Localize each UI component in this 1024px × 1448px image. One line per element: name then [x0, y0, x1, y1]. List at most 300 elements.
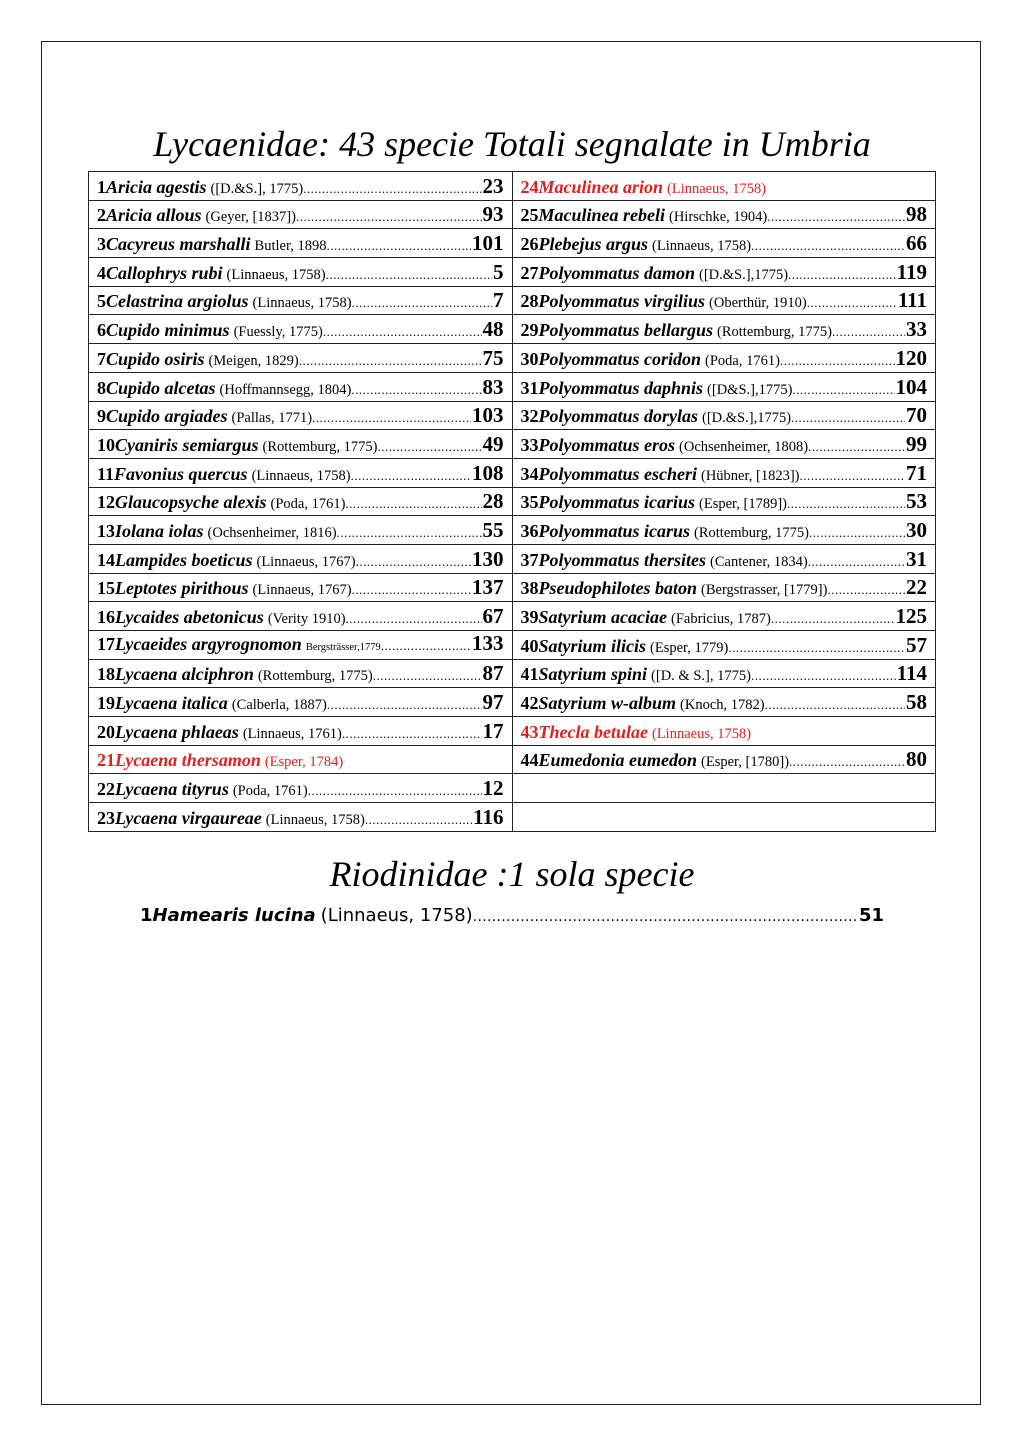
species-cell — [512, 315, 936, 344]
leader-dots — [787, 493, 905, 515]
leader-dots — [356, 551, 471, 573]
species-count: 103 — [472, 403, 504, 428]
species-name: Celastrina argiolus — [106, 291, 249, 312]
species-count: 55 — [482, 517, 504, 542]
species-cell — [512, 229, 936, 258]
species-name: Maculinea arion — [538, 176, 664, 197]
species-author: (Linnaeus, 1758) — [652, 238, 752, 255]
species-author: (Calberla, 1887) — [231, 697, 327, 714]
species-entry — [97, 318, 504, 343]
leader-dots — [299, 350, 482, 372]
riodinidae-heading: Riodinidae :1 sola specie — [329, 854, 695, 894]
species-cell — [512, 172, 936, 201]
species-name: Plebejus argus — [538, 234, 649, 255]
species-name: Cupido osiris — [106, 348, 205, 369]
species-author: (Rottemburg, 1775) — [694, 524, 809, 541]
species-count: 83 — [482, 374, 504, 399]
table-row — [89, 573, 936, 602]
species-cell — [512, 258, 936, 287]
species-name: Cupido minimus — [106, 320, 230, 341]
species-cell — [512, 200, 936, 229]
species-count: 5 — [493, 259, 504, 284]
species-name: Favonius quercus — [114, 463, 248, 484]
species-count: 97 — [482, 690, 504, 715]
species-entry — [521, 376, 928, 401]
species-count: 99 — [906, 431, 927, 456]
species-entry — [521, 634, 928, 659]
leader-dots — [751, 665, 896, 687]
species-entry — [521, 490, 928, 515]
species-entry — [97, 749, 504, 773]
table-row — [89, 487, 936, 516]
species-cell — [89, 372, 513, 401]
species-number: 33 — [520, 434, 539, 455]
species-name: Cacyreus marshalli — [106, 234, 251, 255]
species-entry — [97, 175, 504, 200]
species-number: 23 — [97, 807, 115, 828]
leader-dots — [308, 780, 482, 802]
species-count: 23 — [482, 173, 504, 198]
species-entry — [97, 404, 504, 429]
species-cell — [89, 258, 513, 287]
species-cell — [512, 372, 936, 401]
species-number: 43 — [520, 721, 539, 742]
species-count: 7 — [493, 288, 504, 313]
species-entry — [521, 433, 928, 458]
species-entry — [97, 806, 504, 831]
species-cell — [512, 401, 936, 430]
species-name: Satyrium w-album — [538, 693, 677, 714]
species-entry — [521, 404, 928, 429]
species-number: 13 — [97, 520, 115, 541]
species-cell — [89, 544, 513, 573]
species-author: (Fabricius, 1787) — [671, 611, 771, 627]
species-author: (Verity 1910) — [267, 611, 346, 627]
species-number: 26 — [520, 234, 539, 255]
species-cell — [512, 774, 936, 803]
species-author: Bergsträsser,1779 — [305, 641, 381, 653]
species-entry — [97, 632, 504, 659]
species-count: 58 — [906, 690, 927, 715]
leader-dots — [799, 465, 905, 487]
species-name: Satyrium ilicis — [538, 635, 647, 656]
species-author: (Knoch, 1782) — [680, 697, 765, 714]
species-author: (Linnaeus, 1758) — [320, 905, 473, 926]
species-number: 34 — [520, 463, 539, 484]
species-number: 41 — [520, 664, 539, 685]
leader-dots — [827, 579, 905, 601]
species-author: (Rottemburg, 1775) — [262, 438, 378, 455]
species-count: 119 — [896, 259, 927, 284]
species-number: 40 — [520, 635, 539, 656]
species-number: 11 — [97, 463, 115, 484]
species-author: (Linnaeus, 1761) — [242, 725, 342, 742]
species-entry — [97, 519, 504, 544]
species-entry — [97, 347, 504, 372]
table-row — [89, 258, 936, 287]
species-count: 33 — [906, 317, 927, 342]
species-cell — [512, 487, 936, 516]
species-number: 8 — [97, 377, 106, 398]
leader-dots — [780, 350, 895, 372]
species-entry — [521, 462, 928, 487]
species-author: (Linnaeus, 1758) — [651, 725, 752, 742]
species-name: Leptotes pirithous — [115, 578, 249, 599]
species-name: Glaucopsyche alexis — [115, 492, 267, 513]
species-count: 104 — [895, 374, 927, 399]
species-count: 101 — [472, 231, 504, 256]
species-author: (Poda, 1761) — [270, 496, 346, 513]
species-count: 57 — [906, 632, 927, 657]
species-cell — [89, 315, 513, 344]
species-entry — [97, 261, 504, 286]
species-count: 71 — [906, 460, 927, 485]
table-row — [89, 602, 936, 631]
leader-dots — [767, 206, 905, 228]
species-entry — [521, 748, 928, 773]
species-count: 67 — [482, 604, 504, 628]
lycaenidae-heading: Lycaenidae: 43 specie Totali segnalate in Umbria — [153, 124, 871, 164]
species-count: 133 — [472, 630, 504, 655]
species-entry — [97, 490, 504, 515]
leader-dots — [312, 407, 471, 429]
species-cell — [89, 745, 513, 774]
species-author: (Cantener, 1834) — [710, 553, 808, 570]
table-row — [89, 544, 936, 573]
species-cell — [89, 573, 513, 602]
table-row — [89, 172, 936, 201]
species-cell — [512, 602, 936, 631]
table-row — [89, 286, 936, 315]
species-author: (Fuessly, 1775) — [233, 324, 323, 341]
species-cell — [89, 803, 513, 832]
species-author: (Linnaeus, 1758) — [252, 295, 352, 312]
leader-dots — [792, 379, 894, 401]
species-number: 5 — [97, 291, 106, 312]
leader-dots — [303, 178, 481, 200]
species-cell — [89, 430, 513, 459]
leader-dots — [345, 493, 481, 515]
species-cell — [512, 516, 936, 545]
leader-dots — [377, 436, 481, 458]
species-cell — [89, 458, 513, 487]
table-row — [89, 659, 936, 688]
species-number: 27 — [520, 262, 539, 283]
species-name: Callophrys rubi — [106, 262, 223, 283]
species-number: 22 — [97, 779, 115, 800]
species-cell — [512, 344, 936, 373]
species-author: (Ochsenheimer, 1816) — [207, 524, 337, 541]
species-name: Cupido alcetas — [106, 377, 216, 398]
species-author: ([D.&S.],1775) — [702, 410, 792, 427]
species-entry — [521, 519, 928, 544]
species-author: ([D.&S.],1775) — [699, 266, 789, 283]
table-row — [89, 516, 936, 545]
species-count: 111 — [897, 288, 927, 313]
leader-dots — [791, 407, 905, 429]
leader-dots — [326, 235, 471, 257]
species-number: 42 — [520, 693, 539, 714]
species-author: Butler, 1898 — [254, 238, 327, 255]
species-number: 44 — [520, 750, 539, 771]
species-entry — [97, 433, 504, 458]
species-name: Aricia allous — [106, 205, 202, 226]
species-count: 75 — [482, 345, 504, 370]
species-author: (Esper, 1779) — [650, 639, 729, 656]
species-author: (Hirschke, 1904) — [669, 209, 768, 226]
leader-dots — [381, 635, 471, 657]
species-count: 98 — [906, 202, 927, 227]
species-cell — [89, 200, 513, 229]
table-row — [89, 200, 936, 229]
riodinidae-entry — [140, 905, 884, 926]
species-name: Maculinea rebeli — [538, 205, 665, 226]
species-number: 1 — [140, 905, 153, 926]
species-cell — [512, 688, 936, 717]
leader-dots — [346, 608, 482, 630]
species-number: 10 — [97, 434, 115, 455]
species-entry — [521, 318, 928, 343]
species-cell — [89, 401, 513, 430]
species-count: 130 — [472, 546, 504, 571]
species-author: (Linnaeus, 1758) — [251, 467, 351, 484]
species-name: Cyaniris semiargus — [115, 434, 259, 455]
species-count: 53 — [906, 489, 927, 514]
species-entry — [97, 232, 504, 257]
species-name: Polyommatus icarius — [538, 492, 696, 513]
species-author: (Poda, 1761) — [705, 352, 780, 369]
species-cell — [512, 573, 936, 602]
species-author: ([D. & S.], 1775) — [651, 668, 751, 685]
leader-dots — [808, 551, 905, 573]
table-row — [89, 315, 936, 344]
species-name: Cupido argiades — [106, 406, 228, 427]
species-cell — [89, 516, 513, 545]
species-author: (Oberthür, 1910) — [709, 295, 807, 312]
species-entry — [97, 203, 504, 228]
leader-dots — [337, 522, 482, 544]
species-number: 2 — [97, 205, 106, 226]
leader-dots — [327, 694, 482, 716]
species-count: 30 — [906, 517, 927, 542]
species-entry — [97, 720, 504, 745]
species-author: (Hübner, [1823]) — [701, 467, 800, 484]
species-name: Lycaena italica — [115, 693, 228, 714]
species-cell — [512, 286, 936, 315]
species-entry — [521, 605, 928, 630]
species-number: 15 — [97, 578, 115, 599]
species-name: Polyommatus escheri — [538, 463, 697, 484]
species-cell — [89, 487, 513, 516]
species-author: (Linnaeus, 1758) — [226, 266, 326, 283]
species-name: Polyommatus coridon — [538, 348, 702, 369]
species-cell — [89, 688, 513, 717]
leader-dots — [373, 665, 482, 687]
table-row — [89, 229, 936, 258]
species-cell — [89, 344, 513, 373]
species-author: (Esper, [1780]) — [701, 754, 790, 771]
leader-dots — [326, 264, 492, 286]
species-number: 7 — [97, 348, 106, 369]
species-entry — [521, 691, 928, 716]
species-number: 36 — [520, 520, 539, 541]
species-number: 30 — [520, 348, 539, 369]
table-row — [89, 631, 936, 660]
species-cell — [512, 659, 936, 688]
species-count: 66 — [906, 231, 927, 256]
species-count: 137 — [472, 575, 504, 600]
species-number: 24 — [520, 176, 539, 197]
species-author: (Esper, [1789]) — [699, 496, 788, 513]
species-number: 4 — [97, 262, 106, 283]
species-name: Lycaena phlaeas — [115, 721, 239, 742]
species-number: 37 — [520, 549, 539, 570]
species-author: (Linnaeus, 1767) — [256, 553, 356, 570]
species-author: (Linnaeus, 1758) — [265, 811, 365, 828]
species-entry — [521, 203, 928, 228]
species-number: 32 — [520, 406, 539, 427]
species-cell — [512, 458, 936, 487]
species-count: 28 — [482, 489, 504, 514]
species-name: Eumedonia eumedon — [538, 750, 698, 771]
species-name: Aricia agestis — [106, 176, 207, 197]
species-entry — [97, 548, 504, 573]
species-entry — [97, 462, 504, 487]
species-count: 48 — [482, 317, 504, 342]
species-cell — [89, 286, 513, 315]
species-cell — [512, 803, 936, 832]
species-number: 18 — [97, 664, 115, 685]
leader-dots — [296, 206, 482, 228]
species-cell — [89, 229, 513, 258]
species-author: (Rottemburg, 1775) — [257, 668, 373, 685]
species-name: Polyommatus dorylas — [538, 406, 699, 427]
species-count: 93 — [482, 202, 504, 227]
species-number: 31 — [520, 377, 539, 398]
leader-dots — [352, 292, 492, 314]
species-author: (Ochsenheimer, 1808) — [679, 438, 809, 455]
species-number: 39 — [520, 607, 539, 627]
species-count: 70 — [906, 403, 927, 428]
species-count: 51 — [858, 905, 884, 926]
species-number: 28 — [520, 291, 539, 312]
species-cell — [512, 717, 936, 746]
species-cell — [89, 659, 513, 688]
leader-dots — [809, 522, 905, 544]
species-entry — [97, 777, 504, 802]
species-cell — [512, 544, 936, 573]
species-number: 3 — [97, 234, 106, 255]
species-number: 38 — [520, 578, 539, 599]
species-author: (Rottemburg, 1775) — [717, 324, 832, 341]
leader-dots — [807, 292, 897, 314]
species-name: Thecla betulae — [538, 721, 648, 742]
species-name: Lycaena tityrus — [115, 779, 229, 800]
species-entry — [97, 662, 504, 687]
species-count: 108 — [472, 460, 504, 485]
species-entry — [97, 691, 504, 716]
table-row — [89, 372, 936, 401]
species-count: 116 — [473, 804, 504, 829]
leader-dots — [351, 379, 481, 401]
species-author: (Linnaeus, 1758) — [667, 180, 767, 197]
species-author: (Linnaeus, 1767) — [252, 582, 352, 599]
leader-dots — [352, 579, 471, 601]
species-count: 80 — [906, 747, 927, 772]
species-author: (Esper, 1784) — [264, 754, 344, 771]
species-count: 125 — [895, 604, 927, 628]
leader-dots — [751, 235, 905, 257]
species-number: 6 — [97, 320, 106, 341]
species-entry — [521, 232, 928, 257]
leader-dots — [351, 465, 471, 487]
species-cell — [89, 717, 513, 746]
leader-dots — [808, 436, 905, 458]
table-row — [89, 717, 936, 746]
species-entry — [521, 576, 928, 601]
table-row — [89, 688, 936, 717]
species-number: 19 — [97, 693, 115, 714]
species-name: Polyommatus thersites — [538, 549, 707, 570]
species-table — [88, 171, 936, 832]
species-entry — [97, 376, 504, 401]
species-entry — [97, 289, 504, 314]
table-row — [89, 458, 936, 487]
leader-dots — [788, 264, 896, 286]
species-entry — [97, 576, 504, 601]
species-name: Satyrium spini — [538, 664, 648, 685]
table-row — [89, 745, 936, 774]
species-author: (Geyer, [1837]) — [205, 209, 296, 226]
species-entry — [521, 548, 928, 573]
species-name: Lycaena thersamon — [115, 750, 261, 771]
species-number: 1 — [97, 176, 106, 197]
species-entry — [521, 261, 928, 286]
species-author: (Hoffmannsegg, 1804) — [219, 381, 352, 398]
leader-dots — [765, 694, 905, 716]
species-name: Lycaena alciphron — [115, 664, 254, 685]
species-name: Polyommatus icarus — [538, 520, 691, 541]
species-name: Polyommatus bellargus — [538, 320, 714, 341]
leader-dots — [728, 637, 905, 659]
species-number: 25 — [520, 205, 539, 226]
species-name: Lycaides abetonicus — [115, 607, 264, 627]
species-entry — [521, 347, 928, 372]
table-row — [89, 774, 936, 803]
leader-dots — [342, 723, 482, 745]
species-cell — [89, 602, 513, 631]
species-name: Polyommatus virgilius — [538, 291, 706, 312]
species-count: 114 — [896, 661, 927, 686]
species-entry — [521, 176, 928, 200]
species-count: 120 — [895, 345, 927, 370]
species-count: 31 — [906, 546, 927, 571]
species-author: ([D.&S.], 1775) — [210, 180, 304, 197]
species-name: Satyrium acaciae — [538, 607, 667, 627]
species-name: Polyommatus eros — [538, 434, 676, 455]
species-number: 35 — [520, 492, 539, 513]
leader-dots — [771, 608, 895, 630]
species-number: 14 — [97, 549, 115, 570]
leader-dots — [832, 321, 905, 343]
table-row — [89, 803, 936, 832]
species-author: ([D&S.],1775) — [707, 381, 793, 398]
species-count: 87 — [482, 661, 504, 686]
leader-dots — [323, 321, 482, 343]
species-cell — [512, 430, 936, 459]
species-name: Iolana iolas — [115, 520, 204, 541]
species-name: Polyommatus damon — [538, 262, 696, 283]
